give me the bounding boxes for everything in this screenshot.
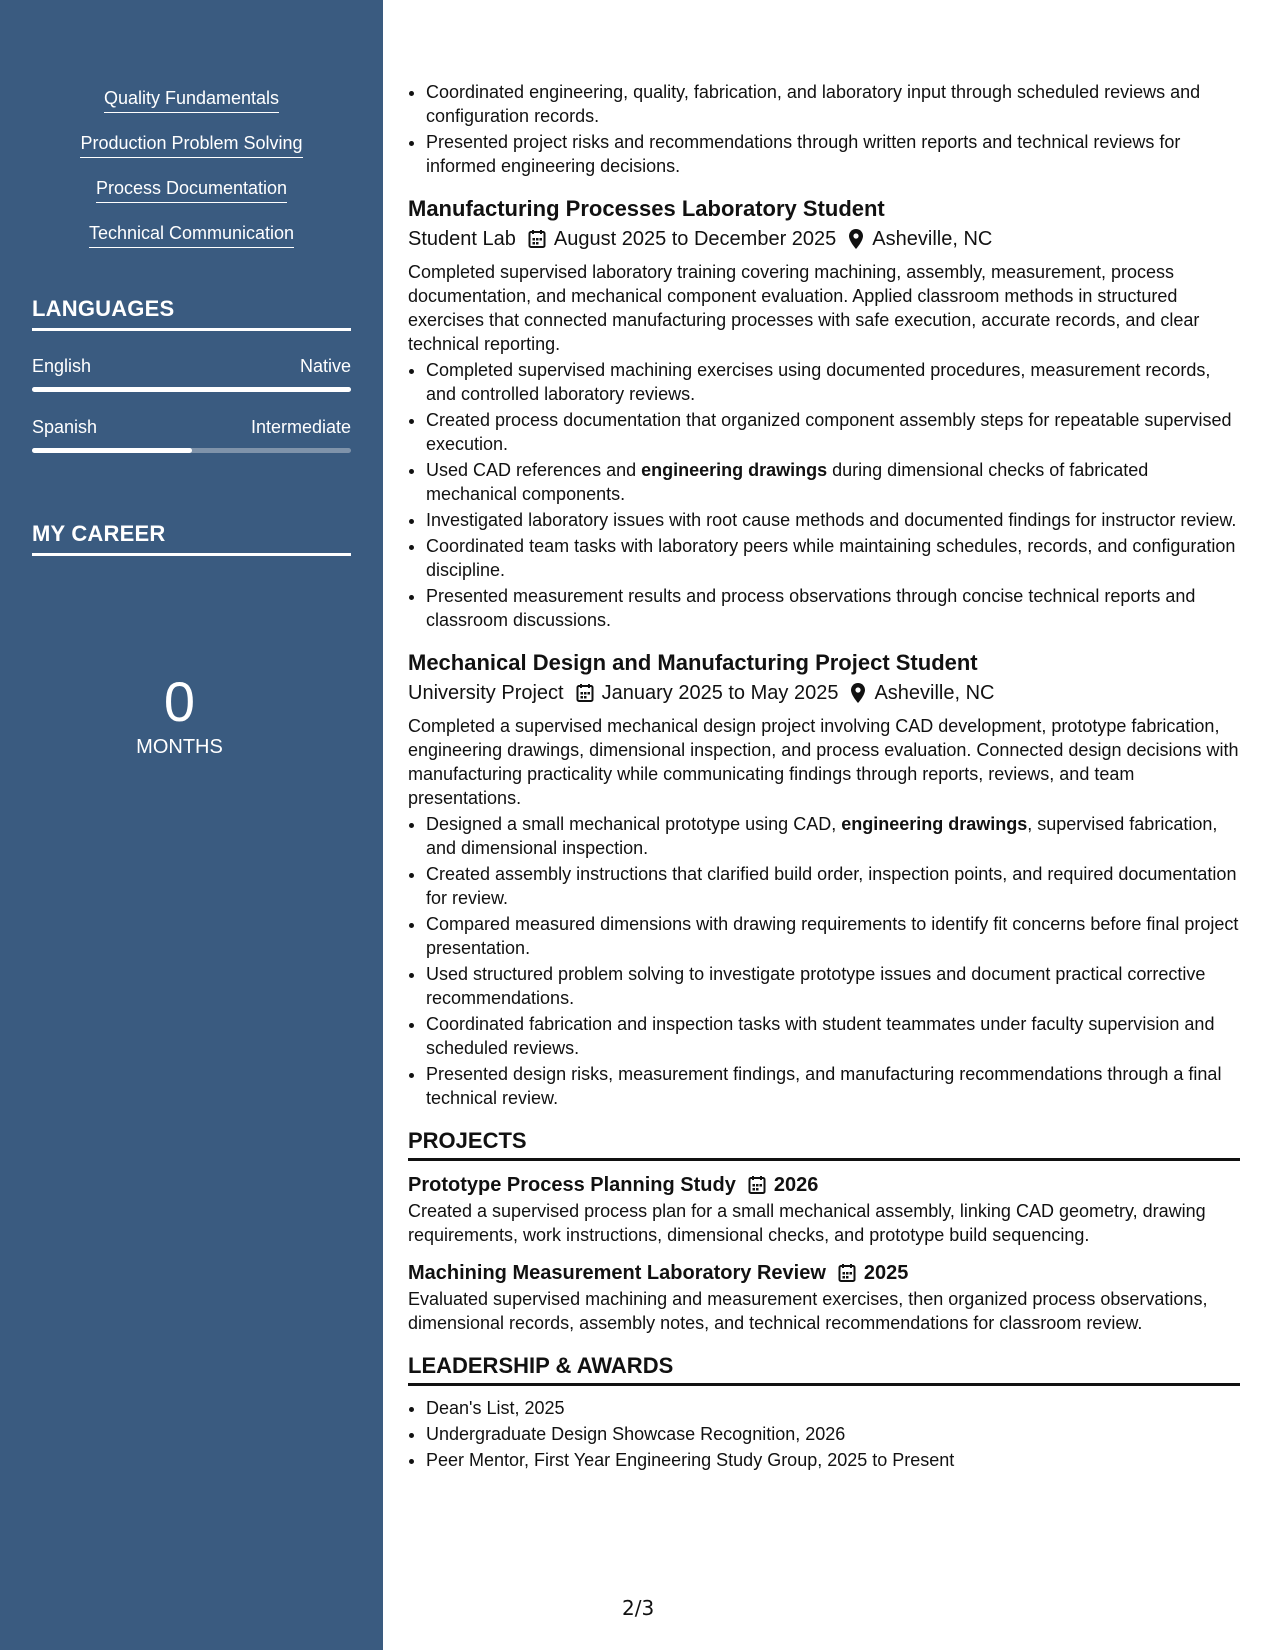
- proficiency-bar: [32, 448, 351, 453]
- bullet-text: during dimensional checks of fabricated mechanical components.: [426, 460, 1149, 504]
- page-number: 2/3: [622, 1596, 655, 1620]
- career-counter: [0, 670, 383, 759]
- bullet-item: • Used structured problem solving to investigate prototype issues and document practical corrective recommendations.: [426, 962, 1240, 1010]
- proficiency-fill: [32, 387, 351, 392]
- skill-item: Process Documentation: [96, 176, 287, 203]
- language-spanish: [32, 416, 351, 453]
- skill-item: Quality Fundamentals: [104, 86, 279, 113]
- job-dates: August 2025 to December 2025: [553, 228, 837, 250]
- project-header: [408, 1259, 1240, 1287]
- map-pin-icon: [848, 228, 864, 250]
- calendar-icon: [748, 1175, 766, 1195]
- job-entry: [408, 648, 1240, 1110]
- career-value: 0: [163, 670, 196, 733]
- job-org: Student Lab: [408, 228, 516, 250]
- language-level: Intermediate: [250, 417, 351, 437]
- sidebar: [0, 0, 383, 1650]
- award-item: • Peer Mentor, First Year Engineering Study Group, 2025 to Present: [426, 1448, 1240, 1472]
- job-location: Asheville, NC: [874, 682, 995, 704]
- project-entry: [408, 1171, 1240, 1247]
- language-name: English: [32, 356, 92, 376]
- projects-heading: PROJECTS: [408, 1128, 1240, 1161]
- bullet-item: • Presented design risks, measurement findings, and manufacturing recommendations through a final technical review.: [426, 1062, 1240, 1110]
- languages-heading: LANGUAGES: [32, 296, 351, 331]
- bullet-text: Used CAD references and: [426, 460, 642, 480]
- language-level: Native: [299, 356, 351, 376]
- bullet-item: • Completed supervised machining exercises using documented procedures, measurement records, and controlled laboratory reviews.: [426, 358, 1240, 406]
- calendar-icon: [576, 683, 594, 703]
- award-item: • Dean's List, 2025: [426, 1396, 1240, 1420]
- proficiency-fill: [32, 448, 192, 453]
- bullet-item: • Coordinated team tasks with laboratory peers while maintaining schedules, records, and configuration discipline.: [426, 534, 1240, 582]
- project-title: Machining Measurement Laboratory Review: [408, 1262, 826, 1284]
- project-entry: [408, 1259, 1240, 1335]
- bullet-text: Designed a small mechanical prototype using CAD,: [426, 814, 842, 834]
- language-english: [32, 355, 351, 392]
- job-meta: [408, 224, 1240, 254]
- awards-heading: LEADERSHIP & AWARDS: [408, 1353, 1240, 1386]
- project-description: Evaluated supervised machining and measurement exercises, then organized process observations, dimensional records, assembly notes, and technical recommendations for classroom review.: [408, 1289, 1208, 1333]
- bullet-keyword: engineering drawings: [841, 814, 1028, 834]
- bullet-item: • Created process documentation that organized component assembly steps for repeatable supervised execution.: [426, 408, 1240, 456]
- job-summary: Completed a supervised mechanical design project involving CAD development, prototype fabrication, engineering drawings, dimensional inspection, and process evaluation. Connected design decisions with manufacturing practicality while communicating findings through reports, reviews, and team presentations.: [408, 716, 1239, 808]
- career-unit: MONTHS: [136, 736, 223, 758]
- language-name: Spanish: [32, 417, 98, 437]
- job-org: University Project: [408, 682, 564, 704]
- project-year: 2025: [863, 1262, 909, 1284]
- awards-list: [408, 1396, 1240, 1472]
- bullet-item: [426, 458, 1240, 506]
- job-bullets: [408, 812, 1240, 1110]
- job-meta: [408, 678, 1240, 708]
- bullet-item: • Compared measured dimensions with drawing requirements to identify fit concerns before final project presentation.: [426, 912, 1240, 960]
- job-title: Manufacturing Processes Laboratory Student: [408, 196, 885, 221]
- calendar-icon: [838, 1263, 856, 1283]
- bullet-item: [426, 812, 1240, 860]
- proficiency-bar: [32, 387, 351, 392]
- project-title: Prototype Process Planning Study: [408, 1174, 736, 1196]
- skill-item: Technical Communication: [89, 221, 294, 248]
- job-entry: [408, 194, 1240, 632]
- career-heading: MY CAREER: [32, 521, 351, 556]
- job-location: Asheville, NC: [872, 228, 993, 250]
- award-item: • Undergraduate Design Showcase Recognition, 2026: [426, 1422, 1240, 1446]
- project-header: [408, 1171, 1240, 1199]
- bullet-item: • Coordinated fabrication and inspection tasks with student teammates under faculty supervision and scheduled reviews.: [426, 1012, 1240, 1060]
- bullet-item: • Presented measurement results and process observations through concise technical reports and classroom discussions.: [426, 584, 1240, 632]
- skill-item: Production Problem Solving: [80, 131, 302, 158]
- bullet-text: , supervised fabrication, and dimensional inspection.: [426, 814, 1218, 858]
- bullet-item: • Presented project risks and recommendations through written reports and technical reviews for informed engineering decisions.: [426, 130, 1240, 178]
- bullet-item: • Created assembly instructions that clarified build order, inspection points, and required documentation for review.: [426, 862, 1240, 910]
- main-content: [408, 80, 1240, 1474]
- project-description: Created a supervised process plan for a small mechanical assembly, linking CAD geometry, drawing requirements, work instructions, dimensional checks, and prototype build sequencing.: [408, 1201, 1206, 1245]
- job-title: Mechanical Design and Manufacturing Project Student: [408, 650, 978, 675]
- calendar-icon: [528, 229, 546, 249]
- bullet-item: • Coordinated engineering, quality, fabrication, and laboratory input through scheduled reviews and configuration records.: [426, 80, 1240, 128]
- project-year: 2026: [773, 1174, 819, 1196]
- bullet-item: • Investigated laboratory issues with root cause methods and documented findings for instructor review.: [426, 508, 1240, 532]
- bullet-keyword: engineering drawings: [641, 460, 828, 480]
- map-pin-icon: [850, 682, 866, 704]
- job-dates: January 2025 to May 2025: [601, 682, 839, 704]
- job-bullets: [408, 358, 1240, 632]
- continued-bullets: [408, 80, 1240, 178]
- job-summary: Completed supervised laboratory training covering machining, assembly, measurement, process documentation, and mechanical component evaluation. Applied classroom methods in structured exercises that connected manufacturing processes with safe execution, accurate records, and clear technical reporting.: [408, 262, 1200, 354]
- skills-list: [0, 86, 383, 248]
